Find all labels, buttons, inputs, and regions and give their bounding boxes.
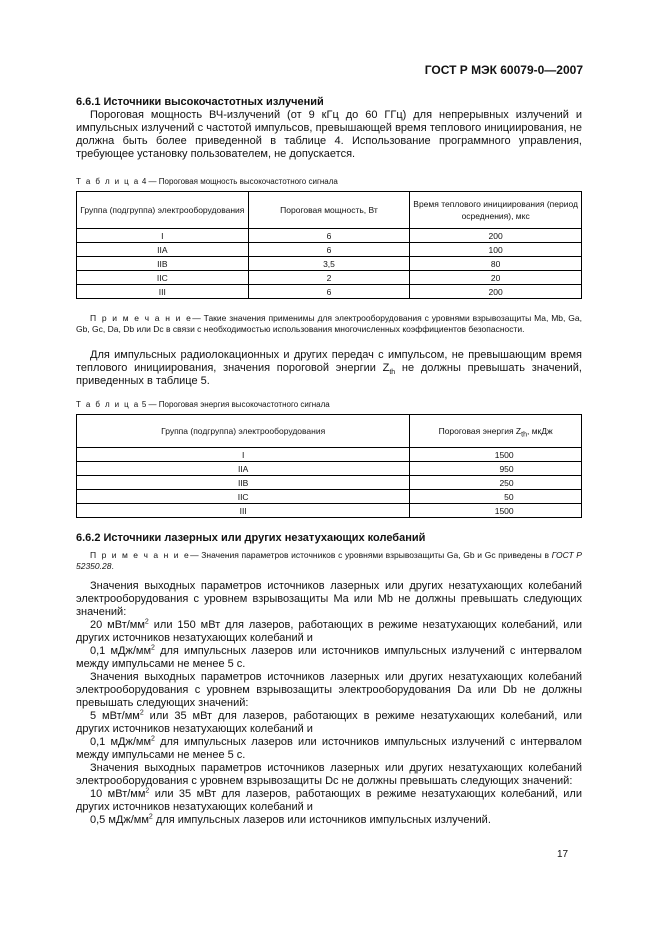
paragraph	[76, 645, 582, 671]
table-cell: 6	[248, 229, 410, 243]
cell-value: 1500	[494, 449, 514, 460]
table-header-row	[77, 192, 582, 229]
table-header-cell: Время теплового инициирования (период осреднения), мкс	[410, 192, 582, 229]
superscript: 2	[151, 735, 155, 743]
paragraph-text: 0,5 мДж/мм	[90, 814, 149, 826]
paragraph: Пороговая мощность ВЧ-излучений (от 9 кГц до 60 ГГц) для непрерывных излучений и импульсных излучений с частотой импульсов, превышающей время теплового инициирования, не должна быть более приведенной в таблице 4. Использование программного управления, требующее установку пользователем, не допускается.	[76, 109, 582, 160]
cell-value: 1500	[494, 505, 514, 516]
table-row	[77, 243, 582, 257]
table-row	[77, 285, 582, 299]
table-cell: IIA	[77, 243, 249, 257]
table-row	[77, 257, 582, 271]
table-cell: IIA	[77, 462, 410, 476]
cell-value: 950	[499, 463, 514, 474]
table-row	[77, 504, 582, 518]
table-cell: 20	[410, 271, 582, 285]
note-label: П р и м е ч а н и е	[90, 313, 193, 323]
table-row	[77, 476, 582, 490]
note-text: — Значения параметров источников с уровнями взрывозащиты Ga, Gb и Gc приведены в	[190, 550, 552, 560]
paragraph: Значения выходных параметров источников лазерных или других незатухающих колебаний электрооборудования с уровнем взрывозащиты Dc не должны превышать следующих значений:	[76, 762, 582, 787]
paragraph	[76, 349, 582, 388]
table-caption	[76, 400, 582, 409]
table-cell: I	[77, 229, 249, 243]
table-header-cell: Пороговая мощность, Вт	[248, 192, 410, 229]
table-4-note	[76, 313, 582, 335]
note-text: — Такие значения применимы для электрооборудования с уровнями взрывозащиты Ma, Mb, Ga, Gb, Gc, Da, Db или Dc в связи с необходимостью использования многочисленных коэффициентов безопасности.	[76, 313, 582, 334]
header-text: , мкДж	[526, 426, 553, 436]
table-header-cell: Группа (подгруппа) электрооборудования	[77, 192, 249, 229]
paragraph-text: Для импульсных радиолокационных и других передач с импульсом, не превышающим время теплового инициирования, значения пороговой энергии Z	[76, 349, 582, 374]
table-cell: IIC	[77, 490, 410, 504]
paragraph-text: 0,1 мДж/мм	[90, 736, 152, 748]
table-label: Т а б л и ц а	[76, 400, 140, 409]
table-cell: 6	[248, 285, 410, 299]
page-content	[76, 96, 582, 827]
table-cell: 100	[410, 243, 582, 257]
paragraph-text: для импульсных лазеров или источников импульсных излучений с интервалом между импульсами не менее 5 с.	[76, 736, 582, 761]
standard-reference: ГОСТ Р 52350.28	[76, 550, 582, 571]
superscript: 2	[148, 813, 153, 821]
table-cell: IIB	[77, 257, 249, 271]
paragraph-text: 0,1 мДж/мм	[90, 645, 152, 657]
paragraph-text: для импульсных лазеров или источников импульсных излучений с интервалом между импульсами не менее 5 с.	[76, 645, 582, 670]
table-row	[77, 448, 582, 462]
table-cell	[410, 476, 582, 490]
paragraph-text: для импульсных лазеров или источников импульсных излучений.	[152, 814, 491, 826]
table-5	[76, 414, 582, 518]
table-row	[77, 271, 582, 285]
paragraph-text: или 35 мВт для лазеров, работающих в режиме незатухающих колебаний, или других источников незатухающих колебаний и	[76, 710, 583, 735]
paragraph	[76, 814, 582, 827]
note-label: П р и м е ч а н и е	[90, 550, 191, 560]
table-cell: 2	[248, 271, 410, 285]
superscript: 2	[139, 709, 144, 717]
table-cell	[410, 504, 582, 518]
table-caption	[76, 177, 582, 186]
table-cell: 80	[410, 257, 582, 271]
paragraph-text: не должны превышать значений, приведенных в таблице 5.	[76, 362, 582, 387]
paragraph-text: 20 мВт/мм	[90, 619, 145, 631]
paragraph-text: 5 мВт/мм	[90, 710, 140, 722]
superscript: 2	[145, 787, 150, 795]
paragraph	[76, 736, 582, 762]
paragraph	[76, 619, 582, 645]
section-note	[76, 550, 582, 572]
table-cell: III	[77, 285, 249, 299]
document-header: ГОСТ Р МЭК 60079-0—2007	[424, 63, 583, 77]
note-text: .	[111, 561, 114, 571]
paragraph: Значения выходных параметров источников лазерных или других незатухающих колебаний электрооборудования с уровнем взрывозащиты электрооборудования Da или Db не должны превышать следующих значений:	[76, 671, 582, 709]
table-cell: IIC	[77, 271, 249, 285]
cell-value: 50	[504, 491, 514, 502]
table-title: 5 — Пороговая энергия высокочастотного сигнала	[141, 400, 330, 409]
table-cell: 6	[248, 243, 410, 257]
table-cell: 3,5	[248, 257, 410, 271]
table-cell: IIB	[77, 476, 410, 490]
section-heading-6-6-2: 6.6.2 Источники лазерных или других незатухающих колебаний	[76, 532, 426, 544]
header-text: Пороговая энергия Z	[438, 426, 522, 436]
paragraph-text: или 35 мВт для лазеров, работающих в режиме незатухающих колебаний, или других источников незатухающих колебаний и	[76, 788, 582, 813]
table-row	[77, 229, 582, 243]
table-header-cell	[410, 415, 582, 448]
table-cell	[410, 490, 582, 504]
table-cell: 200	[410, 285, 582, 299]
table-header-row	[77, 415, 582, 448]
table-row	[77, 462, 582, 476]
table-title: 4 — Пороговая мощность высокочастотного сигнала	[141, 177, 338, 186]
subscript: th	[389, 369, 396, 377]
table-cell: III	[77, 504, 410, 518]
table-cell: 200	[410, 229, 582, 243]
paragraph-text: 10 мВт/мм	[90, 788, 146, 800]
paragraph	[76, 788, 582, 814]
table-4	[76, 191, 582, 299]
page-number: 17	[557, 849, 569, 860]
table-row	[77, 490, 582, 504]
paragraph: Значения выходных параметров источников лазерных или других незатухающих колебаний электрооборудования с уровнем взрывозащиты Ma или Mb не должны превышать следующих значений:	[76, 580, 582, 618]
paragraph	[76, 710, 582, 736]
table-cell	[410, 448, 582, 462]
table-cell: I	[77, 448, 410, 462]
cell-value: 250	[499, 477, 514, 488]
subscript: th	[521, 431, 527, 439]
table-cell	[410, 462, 582, 476]
section-heading-6-6-1: 6.6.1 Источники высокочастотных излучений	[76, 96, 324, 108]
superscript: 2	[144, 618, 149, 626]
paragraph-text: или 150 мВт для лазеров, работающих в режиме незатухающих колебаний, или других источников незатухающих колебаний и	[76, 619, 582, 644]
table-header-cell: Группа (подгруппа) электрооборудования	[77, 415, 410, 448]
table-label: Т а б л и ц а	[76, 177, 140, 186]
superscript: 2	[151, 644, 155, 652]
